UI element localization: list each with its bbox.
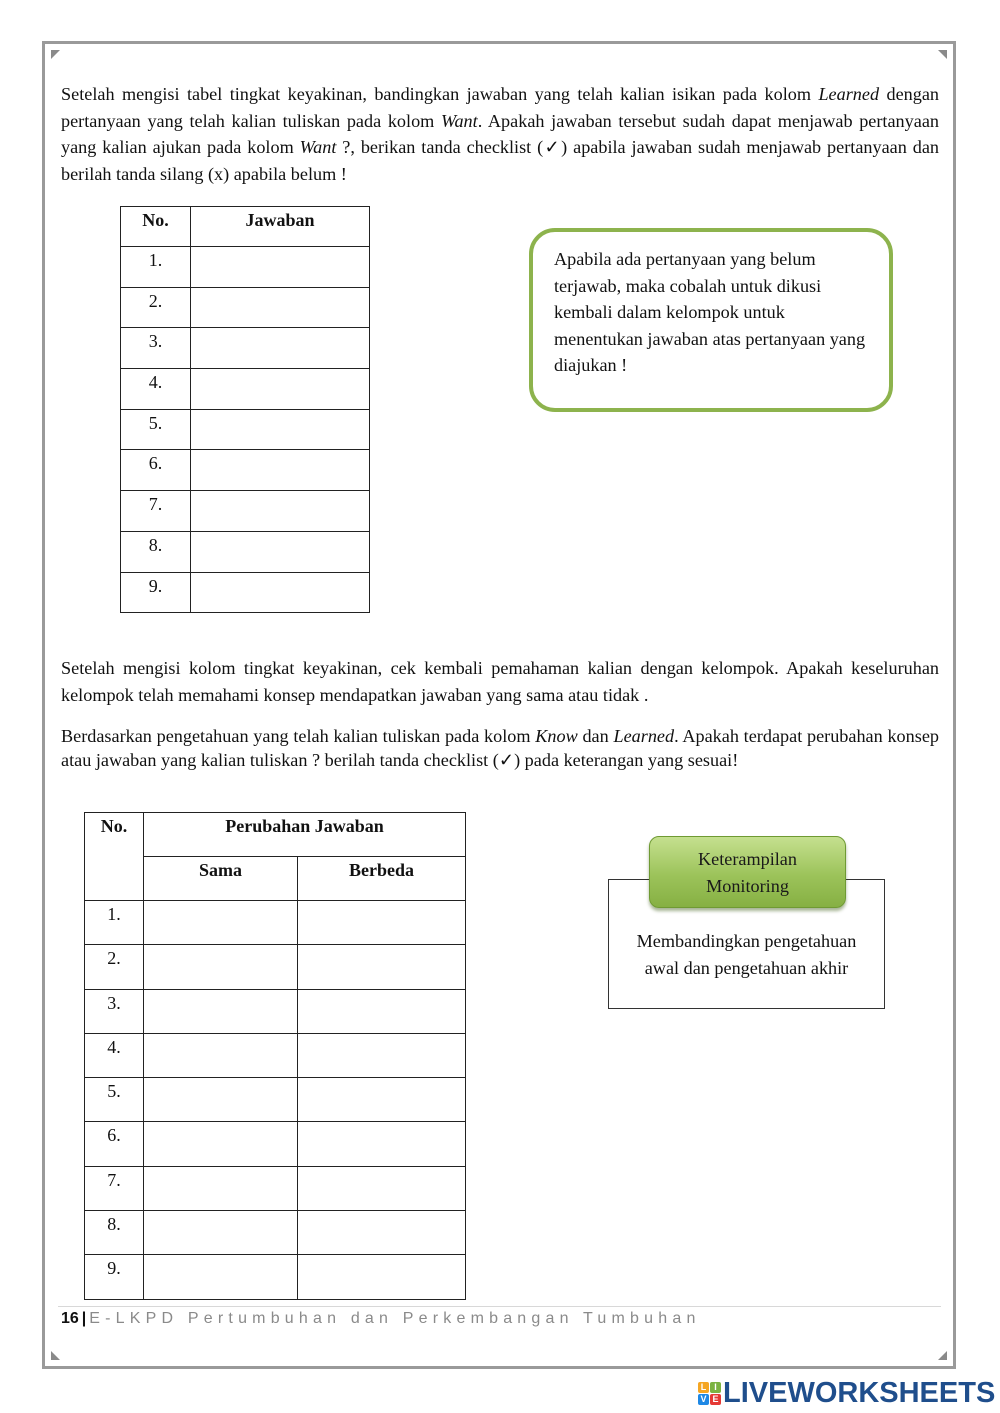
column-header-perubahan-jawaban: Perubahan Jawaban [144, 813, 466, 857]
sama-cell[interactable] [144, 901, 298, 945]
answer-cell[interactable] [191, 572, 370, 613]
skill-label-line: Monitoring [706, 875, 789, 896]
table-row [121, 247, 370, 288]
column-header-no: No. [121, 207, 191, 247]
column-header-berbeda: Berbeda [298, 857, 466, 901]
skill-label-tab [649, 836, 846, 908]
corner-mark [938, 1351, 947, 1360]
row-number: 2. [121, 287, 191, 328]
sama-cell[interactable] [144, 1166, 298, 1210]
discussion-callout [529, 228, 893, 412]
live-blocks-icon [698, 1382, 721, 1405]
berbeda-cell[interactable] [298, 945, 466, 989]
answer-cell[interactable] [191, 531, 370, 572]
table-row [85, 901, 466, 945]
page-number: 16 [61, 1310, 79, 1327]
table-row [121, 369, 370, 410]
corner-mark [51, 50, 60, 59]
row-number: 3. [121, 328, 191, 369]
row-number: 2. [85, 945, 144, 989]
instruction-text: . Apakah terdapat perubahan konsep atau jawaban yang kalian tuliskan ? berilah tanda checklist (✓) pada keterangan yang sesuai! [61, 726, 939, 770]
answer-cell[interactable] [191, 328, 370, 369]
table-header-row [85, 813, 466, 857]
table-row [85, 1122, 466, 1166]
berbeda-cell[interactable] [298, 1078, 466, 1122]
instruction-text: dengan pertanyaan yang telah kalian tuliskan pada kolom [61, 84, 939, 131]
table-row [121, 409, 370, 450]
row-number: 7. [121, 491, 191, 532]
instruction-paragraph-1 [61, 81, 939, 187]
berbeda-cell[interactable] [298, 1033, 466, 1077]
corner-mark [51, 1351, 60, 1360]
instruction-paragraph-3 [61, 725, 939, 772]
row-number: 7. [85, 1166, 144, 1210]
table-row [121, 328, 370, 369]
row-number: 5. [121, 409, 191, 450]
berbeda-cell[interactable] [298, 1255, 466, 1299]
skill-label-line: Keterampilan [698, 849, 797, 869]
row-number: 8. [121, 531, 191, 572]
answer-change-table [84, 812, 466, 1300]
footer-divider [58, 1306, 941, 1307]
instruction-text: Setelah mengisi tabel tingkat keyakinan, bandingkan jawaban yang telah kalian isikan pada kolom [61, 84, 819, 104]
sama-cell[interactable] [144, 1255, 298, 1299]
table-row [85, 1211, 466, 1255]
answer-cell[interactable] [191, 450, 370, 491]
column-header-sama: Sama [144, 857, 298, 901]
instruction-text: Setelah mengisi kolom tingkat keyakinan, cek kembali pemahaman kalian dengan kelompok. Apakah keseluruhan kelompok telah memahami konsep mendapatkan jawaban yang sama atau tidak . [61, 658, 939, 705]
table-row [85, 1033, 466, 1077]
footer-separator: | [81, 1310, 87, 1327]
answer-cell[interactable] [191, 287, 370, 328]
corner-mark [938, 50, 947, 59]
instruction-paragraph-2 [61, 655, 939, 708]
instruction-text: dan [577, 726, 614, 746]
sama-cell[interactable] [144, 945, 298, 989]
logo-letter: V [698, 1394, 709, 1405]
table-row [85, 1166, 466, 1210]
skill-description-line: Membandingkan pengetahuan [636, 931, 857, 951]
row-number: 6. [85, 1122, 144, 1166]
skill-description-line: awal dan pengetahuan akhir [644, 958, 849, 978]
instruction-text: . Apakah jawaban tersebut sudah dapat menjawab pertanyaan yang kalian ajukan pada kolom [61, 110, 939, 157]
instruction-text: Berdasarkan pengetahuan yang telah kalian tuliskan pada kolom [61, 726, 536, 746]
row-number: 8. [85, 1211, 144, 1255]
table-row [85, 1078, 466, 1122]
table-row [85, 989, 466, 1033]
emphasis-learned: Learned [613, 726, 675, 746]
emphasis-want: Want [440, 110, 478, 131]
table-row [121, 531, 370, 572]
column-header-jawaban: Jawaban [191, 207, 370, 247]
emphasis-learned: Learned [818, 84, 880, 104]
column-header-no: No. [85, 813, 144, 901]
row-number: 9. [121, 572, 191, 613]
table-row [85, 945, 466, 989]
table-header-row [121, 207, 370, 247]
berbeda-cell[interactable] [298, 901, 466, 945]
sama-cell[interactable] [144, 989, 298, 1033]
berbeda-cell[interactable] [298, 1166, 466, 1210]
skill-description [609, 928, 884, 982]
sama-cell[interactable] [144, 1122, 298, 1166]
table-row [121, 572, 370, 613]
sama-cell[interactable] [144, 1211, 298, 1255]
sama-cell[interactable] [144, 1033, 298, 1077]
row-number: 1. [121, 247, 191, 288]
table-row [121, 287, 370, 328]
row-number: 5. [85, 1078, 144, 1122]
logo-letter: L [698, 1382, 709, 1393]
table-row [121, 491, 370, 532]
berbeda-cell[interactable] [298, 1122, 466, 1166]
callout-text: Apabila ada pertanyaan yang belum terjawab, maka cobalah untuk dikusi kembali dalam kelompok untuk menentukan jawaban atas pertanyaan yang diajukan ! [554, 249, 866, 375]
emphasis-know: Know [535, 726, 578, 746]
table-row [121, 450, 370, 491]
answer-cell[interactable] [191, 409, 370, 450]
answer-cell[interactable] [191, 247, 370, 288]
page-footer [61, 1310, 701, 1328]
berbeda-cell[interactable] [298, 989, 466, 1033]
answer-check-table [120, 206, 370, 613]
emphasis-want: Want [299, 137, 337, 157]
liveworksheets-logo [698, 1378, 995, 1408]
row-number: 1. [85, 901, 144, 945]
berbeda-cell[interactable] [298, 1211, 466, 1255]
row-number: 6. [121, 450, 191, 491]
instruction-text: ?, berikan tanda checklist (✓) apabila jawaban sudah menjawab pertanyaan dan berilah tanda silang (x) apabila belum ! [61, 137, 939, 184]
logo-letter: I [710, 1382, 721, 1393]
row-number: 3. [85, 989, 144, 1033]
answer-cell[interactable] [191, 491, 370, 532]
logo-letter: E [710, 1394, 721, 1405]
footer-title: E-LKPD Pertumbuhan dan Perkembangan Tumbuhan [89, 1310, 701, 1327]
row-number: 4. [121, 369, 191, 410]
sama-cell[interactable] [144, 1078, 298, 1122]
row-number: 9. [85, 1255, 144, 1299]
row-number: 4. [85, 1033, 144, 1077]
answer-cell[interactable] [191, 369, 370, 410]
table-row [85, 1255, 466, 1299]
logo-wordmark: LIVEWORKSHEETS [723, 1377, 996, 1409]
